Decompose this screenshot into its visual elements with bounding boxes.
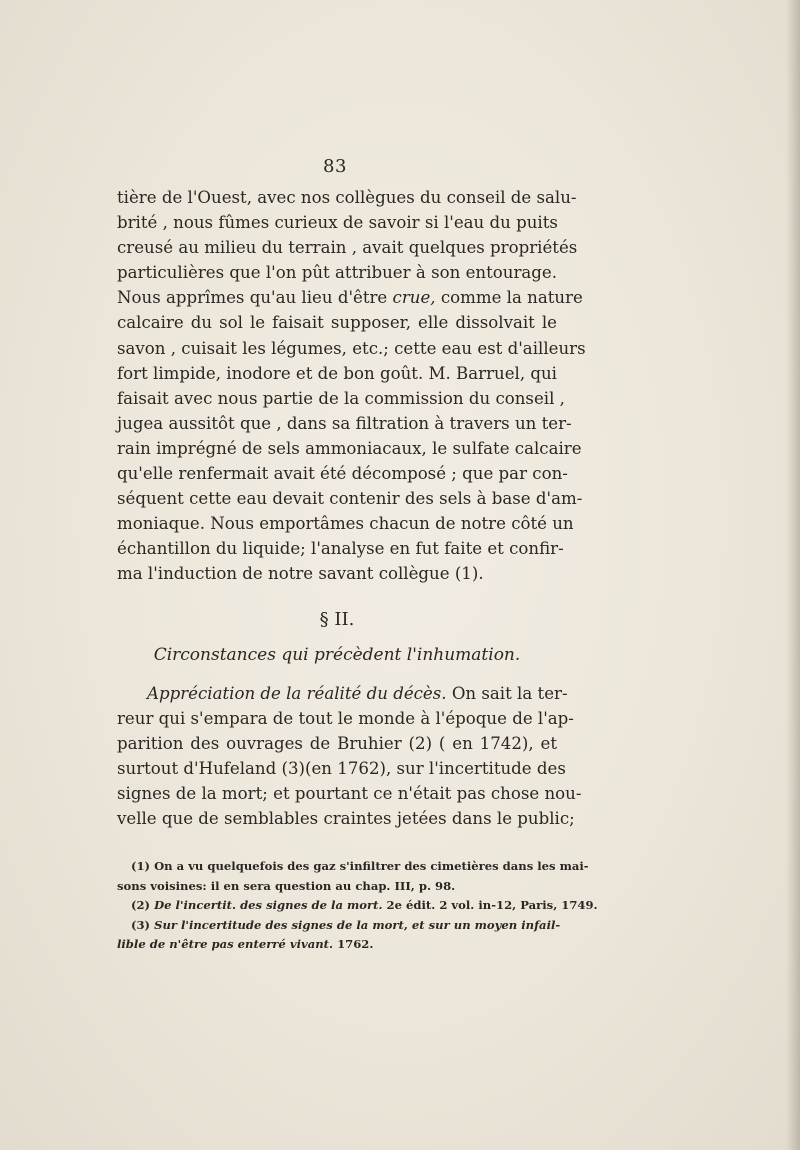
footnote-text: 2e édit. 2 vol. in-12, Paris, 1749. [382,898,598,912]
text-line: brité , nous fûmes curieux de savoir si l'eau du puits [117,213,558,233]
footnote-number: (2) [131,898,155,912]
text-line: signes de la mort; et pourtant ce n'était pas chose nou- [117,783,582,803]
text-line: fort limpide, inodore et de bon goût. M. Barruel, qui [117,363,557,383]
text-line: savon , cuisait les légumes, etc.; cette eau est d'ailleurs [117,338,586,358]
footnote-text: , [403,917,412,932]
footnote-number: (3) [131,917,155,932]
page-edge-shadow [786,0,800,1150]
text-line: parition des ouvrages de Bruhier (2) ( en 1742), et [117,733,557,753]
footnote-2 [117,896,598,916]
footnote-1-line: sons voisines: il en sera question au chap. III, p. 98. [117,878,456,893]
text-line: tière de l'Ouest, avec nos collègues du conseil de salu- [117,188,577,207]
text-line: calcaire du sol le faisait supposer, elle dissolvait le [117,313,557,333]
text-line: ma l'induction de notre savant collègue (1). [117,564,484,584]
text-line [117,285,583,310]
text-line: qu'elle renfermait avait été décomposé ; que par con- [117,464,568,484]
text-line: séquent cette eau devait contenir des sels à base d'am- [117,489,583,509]
text-line: moniaque. Nous emportâmes chacun de notre côté un [117,514,574,534]
italic-word: crue, [392,288,436,308]
footnote-3-line [117,916,561,936]
section-heading: § II. [319,608,355,630]
text-segment: comme la nature [435,288,583,308]
text-line: surtout d'Hufeland (3)(en 1762), sur l'incertitude des [117,758,566,778]
footnote-title: et sur un moyen infail- [411,917,561,932]
text-line: reur qui s'empara de tout le monde à l'époque de l'ap- [117,708,574,728]
text-line [117,681,568,706]
footnote-1-line: (1) On a vu quelquefois des gaz s'infiltrer des cimetières dans les mai- [131,859,589,873]
text-line: creusé au milieu du terrain , avait quelques propriétés [117,238,578,258]
footnote-title: De l'incertit. des signes de la mort. [154,898,383,912]
footnotes [117,857,598,955]
text-line: échantillon du liquide; l'analyse en fut faite et confir- [117,539,564,559]
text-line: jugea aussitôt que , dans sa filtration à travers un ter- [117,413,572,433]
paragraph-2 [117,681,582,832]
text-line: velle que de semblables craintes jetées dans le public; [117,808,575,828]
footnote-title: Sur l'incertitude des signes de la mort [154,917,404,932]
page-number: 83 [323,156,347,177]
text-line: rain imprégné de sels ammoniacaux, le sulfate calcaire [117,438,582,458]
body-text [117,185,586,831]
section-subheading: Circonstances qui précèdent l'inhumation. [153,644,521,665]
text-line: particulières que l'on pût attribuer à son entourage. [117,263,557,283]
footnote-3-line [117,935,557,955]
paragraph-1 [117,185,586,587]
text-line: faisait avec nous partie de la commission du conseil , [117,388,565,408]
italic-lead: Appréciation de la réalité du décès. [147,683,447,703]
footnote-title: lible de n'être pas enterré vivant. [117,937,334,951]
text-segment: Nous apprîmes qu'au lieu d'être [117,288,393,308]
footnote-text: 1762. [333,937,374,951]
text-segment: On sait la ter- [446,683,568,703]
